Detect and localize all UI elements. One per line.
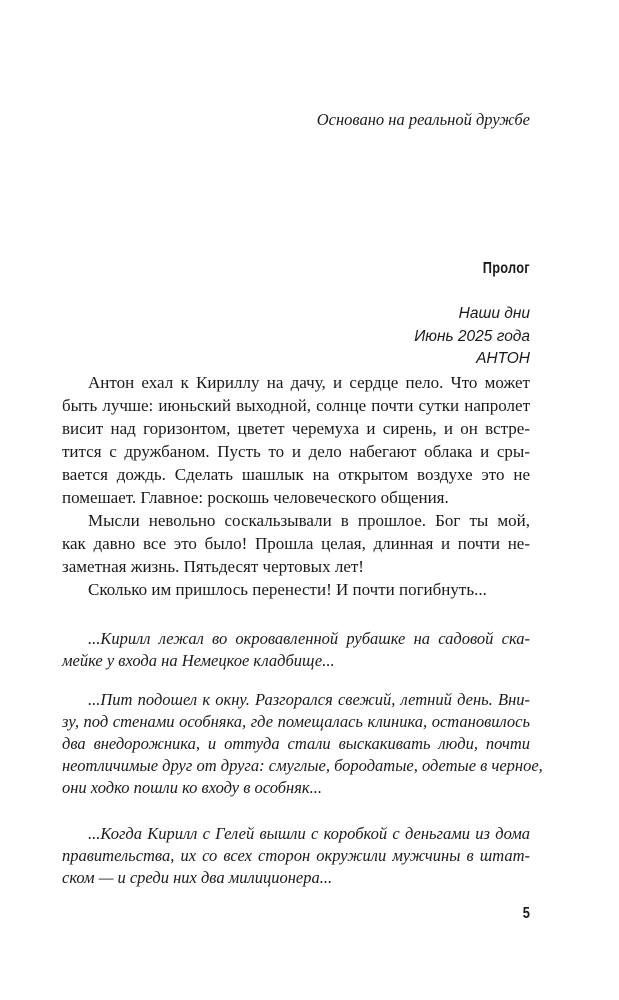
text-line: ...Когда Кирилл с Гелей вышли с коробкой с деньгами из дома	[88, 824, 530, 843]
text-line: Мысли невольно соскальзывали в прошлое. Бог ты мой,	[88, 511, 530, 530]
text-line: неотличимые друг от друга: смуглые, бородатые, одетые в черное,	[62, 756, 543, 775]
chapter-title: Пролог	[482, 260, 530, 277]
date-label: Июнь 2025 года	[414, 327, 530, 345]
text-line: зу, под стенами особняка, где помещалась клиника, остановилось	[62, 712, 530, 731]
text-line: ...Пит подошел к окну. Разгорался свежий, летний день. Вни-	[88, 690, 530, 709]
text-line: правительства, их со всех сторон окружили мужчины в штат-	[62, 846, 530, 865]
text-line: тится с дружбаном. Пусть то и дело набегают облака и сры-	[62, 442, 530, 461]
time-label: Наши дни	[458, 305, 530, 322]
text-line: они ходко пошли ко входу в особняк...	[62, 778, 322, 797]
text-line: заметная жизнь. Пятьдесят чертовых лет!	[62, 557, 364, 576]
text-line: вается дождь. Сделать шашлык на открытом воздухе это не	[62, 465, 530, 484]
text-line: мейке у входа на Немецкое кладбище...	[62, 651, 335, 670]
text-line: Антон ехал к Кириллу на дачу, и сердце пело. Что может	[88, 373, 530, 392]
epigraph: Основано на реальной дружбе	[316, 110, 530, 129]
text-line: как давно все это было! Прошла целая, длинная и почти не-	[62, 534, 530, 553]
narrator-label: АНТОН	[476, 350, 530, 367]
text-line: Сколько им пришлось перенести! И почти погибнуть...	[88, 580, 487, 599]
text-line: помешает. Главное: роскошь человеческого общения.	[62, 488, 449, 507]
text-line: быть лучше: июньский выходной, солнце почти сутки напролет	[62, 396, 530, 415]
text-line: ...Кирилл лежал во окровавленной рубашке на садовой ска-	[88, 629, 530, 648]
text-line: два внедорожника, и оттуда стали выскакивать люди, почти	[62, 734, 530, 753]
text-line: висит над горизонтом, цветет черемуха и сирень, и он встре-	[62, 419, 530, 438]
flashback-2	[62, 689, 543, 799]
text-line: ском — и среди них два милиционера...	[62, 868, 333, 887]
chapter-meta	[414, 303, 530, 371]
flashback-3	[62, 823, 530, 889]
flashback-1	[62, 628, 530, 672]
main-text	[62, 371, 530, 601]
page-number: 5	[522, 905, 530, 922]
